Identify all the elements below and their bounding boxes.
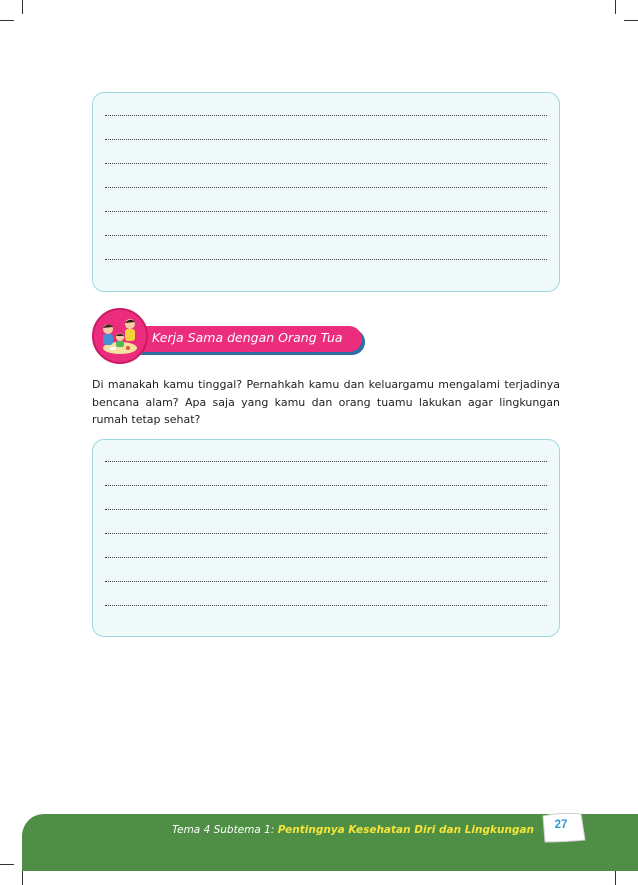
crop-mark [0, 864, 14, 865]
section-title: Kerja Sama dengan Orang Tua [152, 330, 343, 345]
answer-box[interactable] [92, 439, 560, 637]
answer-line[interactable] [105, 533, 547, 534]
answer-line[interactable] [105, 115, 547, 116]
answer-line[interactable] [105, 211, 547, 212]
footer-theme: Tema 4 Subtema 1: [172, 824, 278, 836]
crop-mark [615, 871, 616, 885]
crop-mark [0, 20, 14, 21]
family-icon [92, 308, 148, 364]
answer-line[interactable] [105, 605, 547, 606]
crop-mark [624, 20, 638, 21]
crop-mark [22, 0, 23, 14]
footer-subtitle: Pentingnya Kesehatan Diri dan Lingkungan [277, 824, 535, 836]
footer-caption [172, 824, 534, 836]
answer-line[interactable] [105, 581, 547, 582]
question-text: Di manakah kamu tinggal? Pernahkah kamu dan keluargamu mengalami terjadinya bencana alam? Apa saja yang kamu dan orang tuamu lakukan agar lingkungan rumah tetap sehat? [92, 378, 560, 426]
answer-line[interactable] [105, 557, 547, 558]
answer-line[interactable] [105, 163, 547, 164]
crop-mark [615, 0, 616, 14]
answer-line[interactable] [105, 139, 547, 140]
answer-line[interactable] [105, 235, 547, 236]
section-banner [92, 308, 382, 358]
crop-mark [22, 871, 23, 885]
answer-line[interactable] [105, 187, 547, 188]
answer-line[interactable] [105, 485, 547, 486]
answer-line[interactable] [105, 509, 547, 510]
answer-line[interactable] [105, 259, 547, 260]
page-number: 27 [554, 819, 568, 831]
page-tab [541, 812, 587, 844]
answer-line[interactable] [105, 461, 547, 462]
answer-box[interactable] [92, 92, 560, 292]
